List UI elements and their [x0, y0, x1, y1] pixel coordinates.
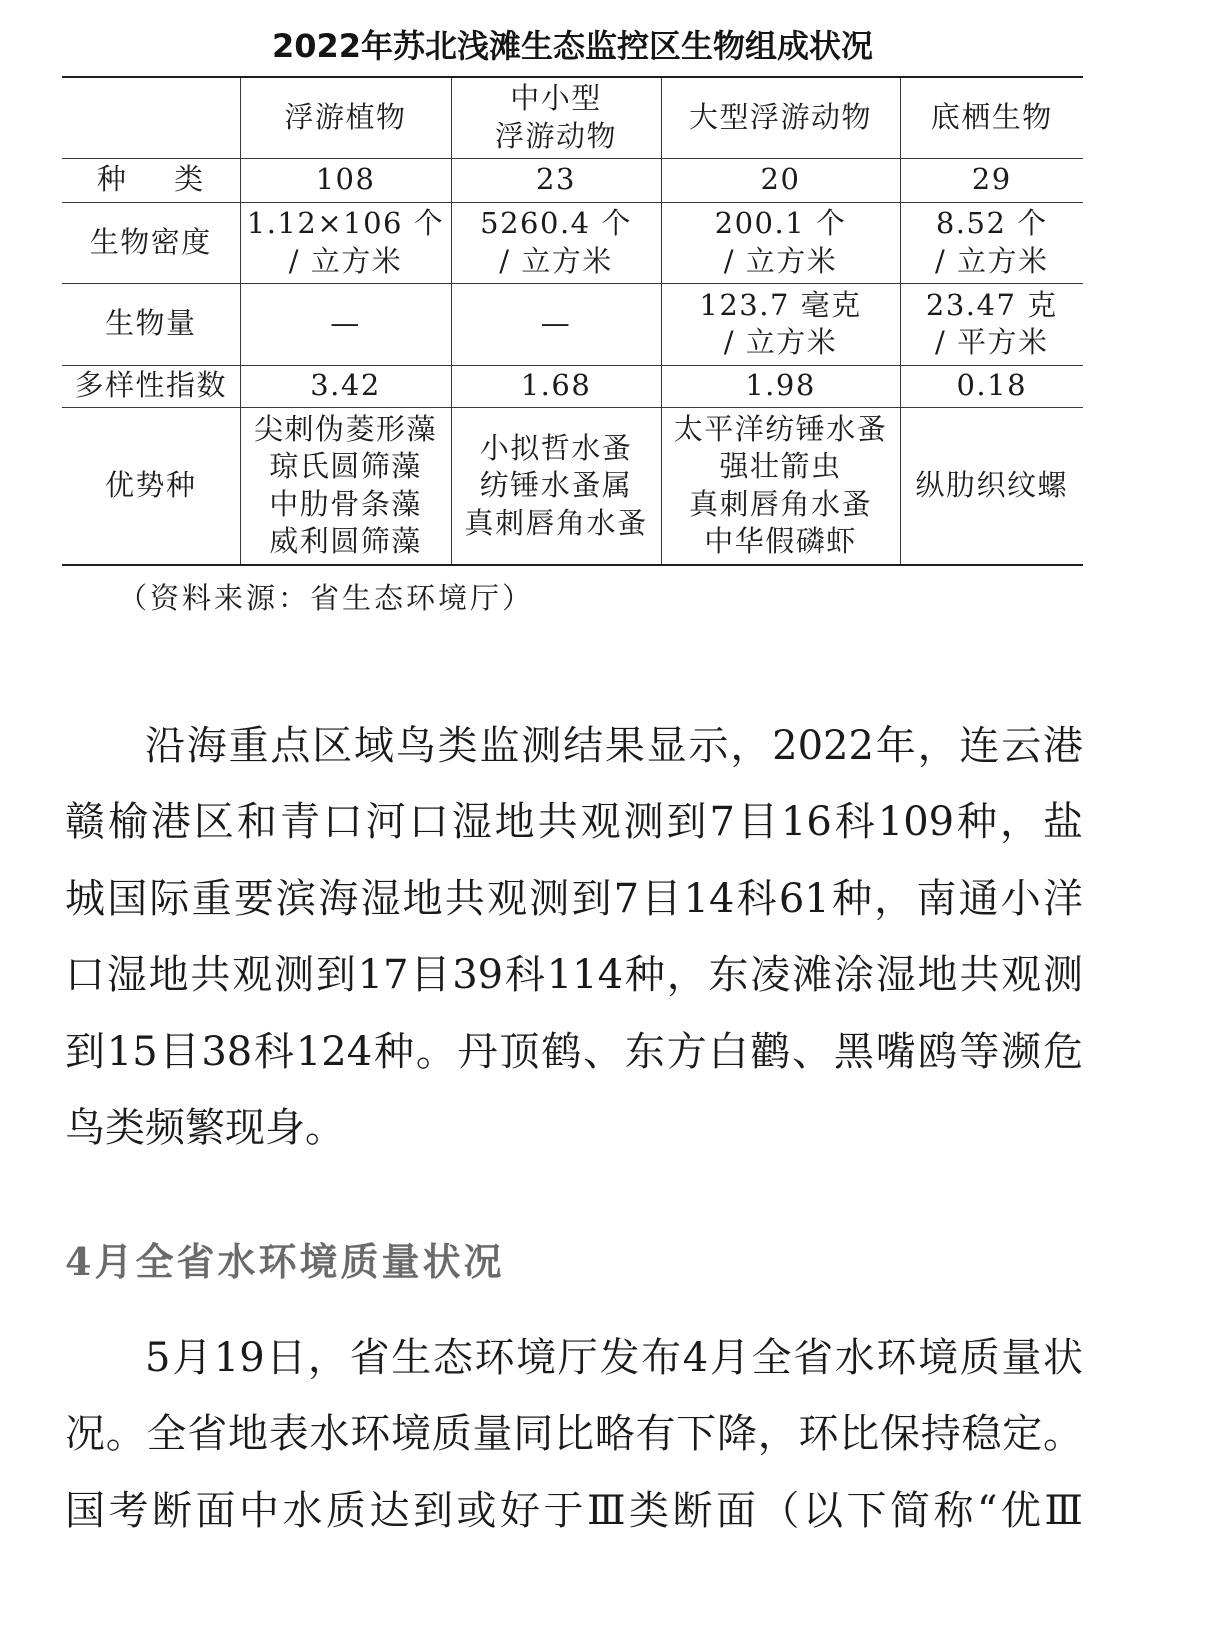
cell-line: 5260.4 个: [480, 206, 632, 240]
header-line: 浮游植物: [284, 100, 407, 134]
water-quality-paragraph: [65, 1320, 1083, 1549]
cell-line: / 立方米: [288, 243, 403, 278]
row-label-text: 优势种: [104, 468, 197, 502]
table-header-row: [62, 77, 1083, 158]
cell-density-benthos: [900, 202, 1083, 283]
row-label-text: 生物量: [104, 306, 197, 341]
row-label-density: [62, 202, 240, 283]
cell-line: 3.42: [310, 368, 381, 403]
cell-biomass-phytoplankton: [240, 283, 451, 365]
row-biomass: [62, 283, 1083, 365]
cell-biomass-small-medium-zooplankton: [451, 283, 661, 365]
paragraph-line: 到15目38科124种。丹顶鹤、东方白鹳、黑嘴鸥等濒危: [65, 1028, 1083, 1075]
cell-line: / 立方米: [723, 243, 838, 278]
row-label-text: 生物密度: [89, 224, 212, 259]
cell-diversity-large-zooplankton: [661, 365, 900, 407]
paragraph-line: 口湿地共观测到17目39科114种，东凌滩涂湿地共观测: [65, 952, 1083, 999]
cell-species-count-small-medium-zooplankton: [451, 158, 661, 202]
paragraph-line: 沿海重点区域鸟类监测结果显示，2022年，连云港: [145, 723, 1083, 769]
cell-line: 1.68: [520, 368, 592, 403]
row-label-text: 多样性指数: [74, 368, 227, 403]
cell-density-large-zooplankton: [661, 202, 900, 283]
paragraph-line: 赣榆港区和青口河口湿地共观测到7目16科109种，盐: [65, 799, 1083, 846]
cell-density-small-medium-zooplankton: [451, 202, 661, 283]
cell-line: 200.1 个: [714, 206, 847, 240]
cell-line: 威利圆筛藻: [269, 524, 422, 559]
table-source-note: （资料来源：省生态环境厅）: [118, 581, 535, 615]
paragraph-line: 国考断面中水质达到或好于Ⅲ类断面（以下简称“优Ⅲ: [65, 1487, 1083, 1534]
header-large-zooplankton: [661, 77, 900, 158]
paragraph-line: 5月19日，省生态环境厅发布4月全省水环境质量状: [145, 1335, 1083, 1381]
row-label-text: 种 类: [96, 162, 205, 197]
cell-diversity-small-medium-zooplankton: [451, 365, 661, 407]
cell-dominant-large-zooplankton: [661, 407, 900, 565]
cell-biomass-large-zooplankton: [661, 283, 900, 365]
section-heading: 4月全省水环境质量状况: [65, 1239, 505, 1284]
cell-line: / 立方米: [723, 325, 838, 359]
header-benthos: [900, 77, 1083, 158]
cell-line: 29: [971, 162, 1012, 197]
header-small-medium-zooplankton: [451, 77, 661, 158]
cell-dominant-small-medium-zooplankton: [451, 407, 661, 565]
cell-line: / 立方米: [935, 243, 1049, 278]
cell-line: 20: [760, 162, 801, 197]
row-density: [62, 202, 1083, 283]
cell-line: / 立方米: [499, 243, 613, 278]
cell-line: 8.52 个: [935, 206, 1048, 240]
header-line: 底栖生物: [930, 100, 1053, 134]
row-label-diversity-index: [62, 365, 240, 407]
cell-line: 太平洋纺锤水蚤: [673, 411, 888, 446]
cell-line: 1.12×106 个: [246, 206, 445, 240]
cell-line: / 平方米: [935, 325, 1049, 359]
row-label-biomass: [62, 283, 240, 365]
cell-line: 纵肋织纹螺: [915, 468, 1068, 502]
cell-line: 真刺唇角水蚤: [688, 486, 872, 521]
header-line: 大型浮游动物: [688, 100, 872, 134]
row-diversity-index: [62, 365, 1083, 407]
row-species-count: [62, 158, 1083, 202]
cell-line: 琼氏圆筛藻: [269, 449, 422, 484]
cell-line: 0.18: [956, 368, 1028, 403]
cell-line: 123.7 毫克: [699, 287, 862, 322]
paragraph-line: 鸟类频繁现身。: [65, 1104, 345, 1151]
cell-line: 小拟哲水蚤: [479, 430, 633, 465]
cell-line: 真刺唇角水蚤: [464, 505, 648, 540]
cell-line: 中华假磷虾: [704, 524, 857, 559]
cell-line: 108: [315, 162, 376, 197]
cell-biomass-benthos: [900, 283, 1083, 365]
row-label-dominant-species: [62, 407, 240, 565]
header-line: 浮游动物: [494, 118, 617, 153]
row-label-species-count: [62, 158, 240, 202]
cell-line: 23.47 克: [925, 287, 1058, 322]
paragraph-line: 况。全省地表水环境质量同比略有下降，环比保持稳定。: [65, 1411, 1083, 1458]
cell-line: —: [330, 306, 361, 341]
cell-species-count-large-zooplankton: [661, 158, 900, 202]
row-dominant-species: [62, 407, 1083, 565]
cell-diversity-benthos: [900, 365, 1083, 407]
cell-density-phytoplankton: [240, 202, 451, 283]
cell-line: —: [540, 306, 572, 341]
bird-monitoring-paragraph: [65, 708, 1083, 1166]
cell-dominant-phytoplankton: [240, 407, 451, 565]
cell-line: 尖刺伪菱形藻: [253, 411, 437, 446]
paragraph-line: 城国际重要滨海湿地共观测到7目14科61种，南通小洋: [65, 875, 1083, 922]
table-corner-cell: [62, 77, 240, 158]
header-phytoplankton: [240, 77, 451, 158]
cell-line: 纺锤水蚤属: [479, 468, 633, 502]
cell-diversity-phytoplankton: [240, 365, 451, 407]
cell-line: 1.98: [745, 368, 816, 403]
biology-composition-table: [62, 76, 1083, 566]
table-title: 2022年苏北浅滩生态监控区生物组成状况: [271, 27, 874, 65]
cell-species-count-phytoplankton: [240, 158, 451, 202]
cell-line: 23: [536, 162, 576, 197]
cell-species-count-benthos: [900, 158, 1083, 202]
cell-line: 中肋骨条藻: [269, 486, 422, 521]
header-line: 中小型: [510, 81, 602, 116]
cell-line: 强壮箭虫: [719, 449, 842, 484]
cell-dominant-benthos: [900, 407, 1083, 565]
table-body: [62, 77, 1083, 565]
